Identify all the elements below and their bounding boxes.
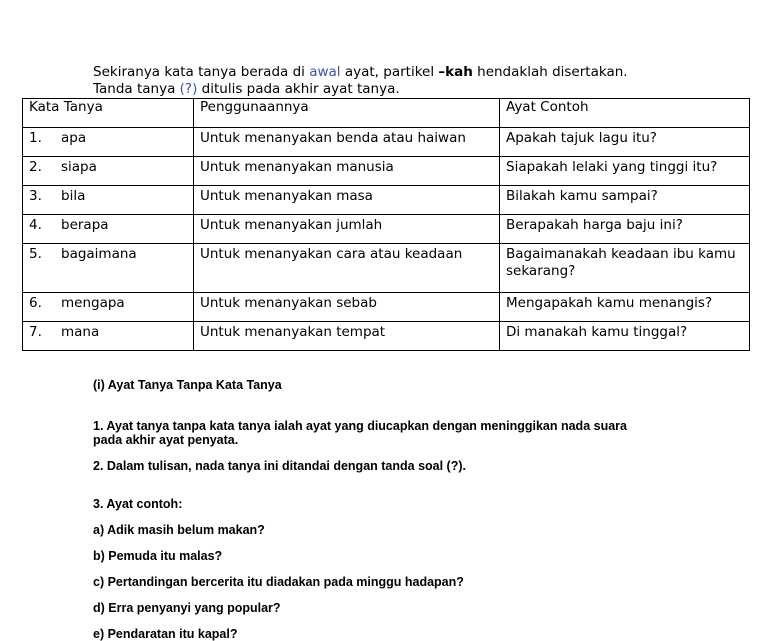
table-row (23, 128, 750, 157)
table-row (23, 244, 750, 293)
table-row (23, 157, 750, 186)
cell-word (23, 244, 194, 293)
header-penggunaannya: Penggunaannya (194, 99, 500, 128)
word: apa (61, 130, 87, 146)
intro-text (93, 64, 753, 98)
row-number: 7. (29, 324, 42, 340)
cell-word (23, 157, 194, 186)
cell-usage: Untuk menanyakan sebab (194, 293, 500, 322)
word: mengapa (61, 295, 125, 311)
header-kata-tanya: Kata Tanya (23, 99, 194, 128)
word: bagaimana (61, 246, 137, 262)
intro-line2-before: Tanda tanya (93, 81, 180, 97)
intro-line-2 (93, 81, 753, 98)
cell-example: Siapakah lelaki yang tinggi itu? (500, 157, 750, 186)
cell-usage: Untuk menanyakan benda atau haiwan (194, 128, 500, 157)
kata-tanya-table (22, 98, 750, 351)
cell-example: Apakah tajuk lagu itu? (500, 128, 750, 157)
example-e: e) Pendaratan itu kapal? (93, 627, 238, 641)
notes-heading: (i) Ayat Tanya Tanpa Kata Tanya (93, 378, 282, 392)
word: siapa (61, 159, 97, 175)
header-ayat-contoh: Ayat Contoh (500, 99, 750, 128)
example-b: b) Pemuda itu malas? (93, 549, 223, 563)
cell-example: Bilakah kamu sampai? (500, 186, 750, 215)
intro-line1-blue: awal (309, 64, 341, 80)
row-number: 6. (29, 295, 42, 311)
cell-word (23, 322, 194, 351)
point-2: 2. Dalam tulisan, nada tanya ini ditandai dengan tanda soal (?). (93, 459, 466, 473)
intro-line2-after: ditulis pada akhir ayat tanya. (197, 81, 400, 97)
table-header-row (23, 99, 750, 128)
example-d: d) Erra penyanyi yang popular? (93, 601, 281, 615)
cell-example: Mengapakah kamu menangis? (500, 293, 750, 322)
cell-usage: Untuk menanyakan manusia (194, 157, 500, 186)
word: bila (61, 188, 86, 204)
cell-word (23, 215, 194, 244)
table-row (23, 215, 750, 244)
cell-usage: Untuk menanyakan tempat (194, 322, 500, 351)
cell-word (23, 128, 194, 157)
cell-usage: Untuk menanyakan jumlah (194, 215, 500, 244)
table-row (23, 322, 750, 351)
intro-line1-mid: ayat, partikel (340, 64, 439, 80)
intro-line2-blue: (?) (179, 81, 198, 97)
cell-usage: Untuk menanyakan masa (194, 186, 500, 215)
intro-line-1 (93, 64, 753, 81)
intro-line1-after: hendaklah disertakan. (472, 64, 628, 80)
cell-example: Bagaimanakah keadaan ibu kamu sekarang? (500, 244, 750, 293)
cell-example: Di manakah kamu tinggal? (500, 322, 750, 351)
point-1-line-1: 1. Ayat tanya tanpa kata tanya ialah ayat yang diucapkan dengan meninggikan nada suara (93, 419, 627, 433)
row-number: 4. (29, 217, 42, 233)
row-number: 2. (29, 159, 42, 175)
example-c: c) Pertandingan bercerita itu diadakan pada minggu hadapan? (93, 575, 464, 589)
intro-line1-before: Sekiranya kata tanya berada di (93, 64, 310, 80)
table-row (23, 293, 750, 322)
cell-example: Berapakah harga baju ini? (500, 215, 750, 244)
word: berapa (61, 217, 109, 233)
row-number: 3. (29, 188, 42, 204)
cell-word (23, 186, 194, 215)
cell-usage: Untuk menanyakan cara atau keadaan (194, 244, 500, 293)
word: mana (61, 324, 100, 340)
row-number: 5. (29, 246, 42, 262)
row-number: 1. (29, 130, 42, 146)
example-a: a) Adik masih belum makan? (93, 523, 265, 537)
table-row (23, 186, 750, 215)
point-3: 3. Ayat contoh: (93, 497, 183, 511)
intro-line1-bold: –kah (438, 64, 473, 80)
cell-word (23, 293, 194, 322)
point-1-line-2: pada akhir ayat penyata. (93, 433, 239, 447)
